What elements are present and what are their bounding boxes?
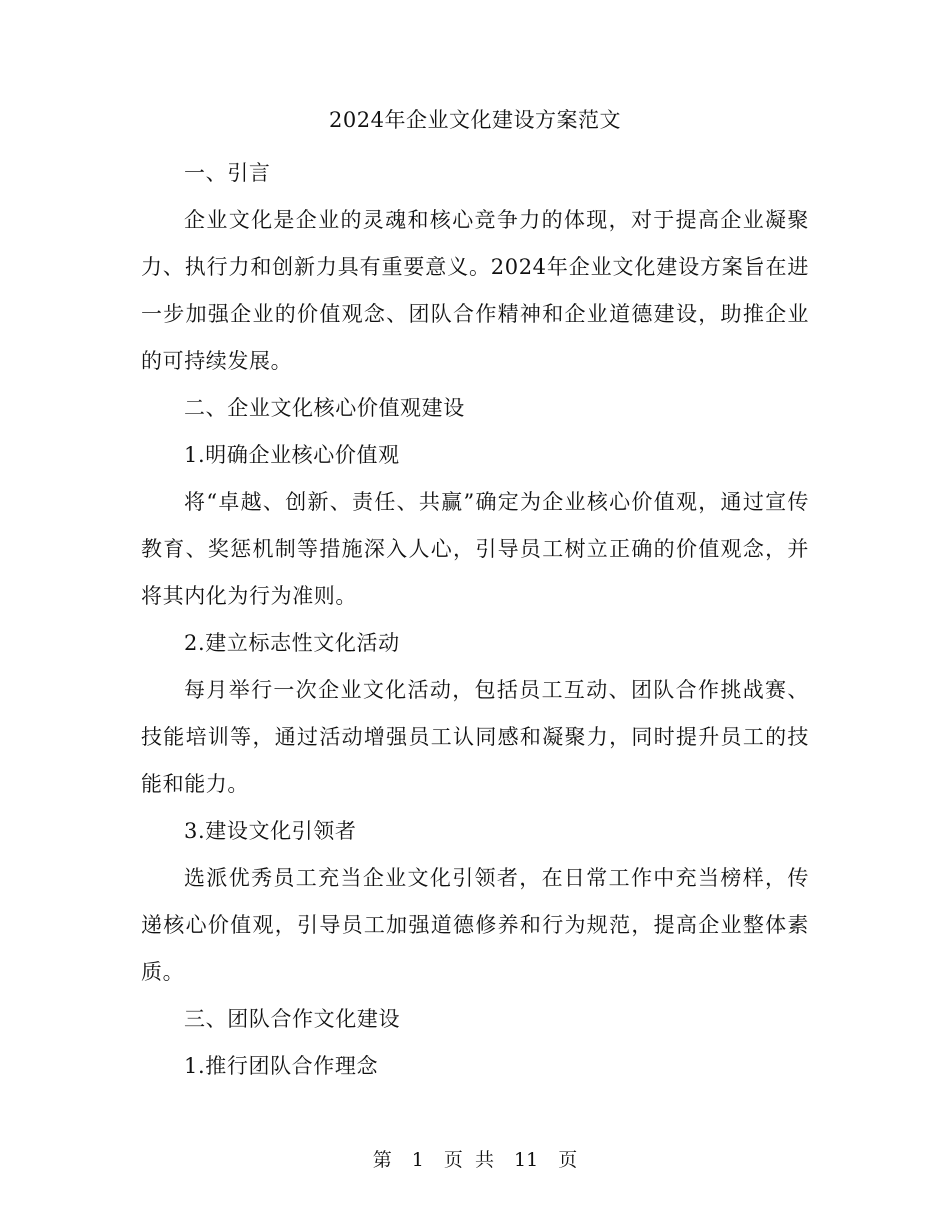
footer-page-number: 1 <box>411 1149 424 1171</box>
section-heading-teamwork: 三、团队合作文化建设 <box>184 1007 401 1031</box>
subheading-teamwork-1: 1.推行团队合作理念 <box>184 1054 379 1078</box>
footer-prefix: 第 <box>372 1149 392 1171</box>
section-heading-intro: 一、引言 <box>184 161 271 185</box>
document-body <box>141 150 809 1090</box>
footer-suffix: 页 <box>558 1149 578 1171</box>
paragraph-core-values: 将“卓越、创新、责任、共赢”确定为企业核心价值观，通过宣传教育、奖惩机制等措施深入人心，引导员工树立正确的价值观念，并将其内化为行为准则。 <box>141 490 809 608</box>
subheading-1: 1.明确企业核心价值观 <box>184 443 400 467</box>
paragraph-activities: 每月举行一次企业文化活动，包括员工互动、团队合作挑战赛、技能培训等，通过活动增强员工认同感和凝聚力，同时提升员工的技能和能力。 <box>141 678 809 796</box>
paragraph-leaders: 选派优秀员工充当企业文化引领者，在日常工作中充当榜样，传递核心价值观，引导员工加强道德修养和行为规范，提高企业整体素质。 <box>141 866 809 984</box>
subheading-3: 3.建设文化引领者 <box>184 819 357 843</box>
footer-middle: 页 共 <box>443 1149 494 1171</box>
footer-total-pages: 11 <box>514 1149 539 1171</box>
page-footer <box>0 1146 950 1174</box>
document-title: 2024年企业文化建设方案范文 <box>329 108 621 132</box>
section-heading-core-values: 二、企业文化核心价值观建设 <box>184 396 465 420</box>
paragraph-intro: 企业文化是企业的灵魂和核心竞争力的体现，对于提高企业凝聚力、执行力和创新力具有重要意义。2024年企业文化建设方案旨在进一步加强企业的价值观念、团队合作精神和企业道德建设，助推企业的可持续发展。 <box>141 208 809 373</box>
subheading-2: 2.建立标志性文化活动 <box>184 631 400 655</box>
